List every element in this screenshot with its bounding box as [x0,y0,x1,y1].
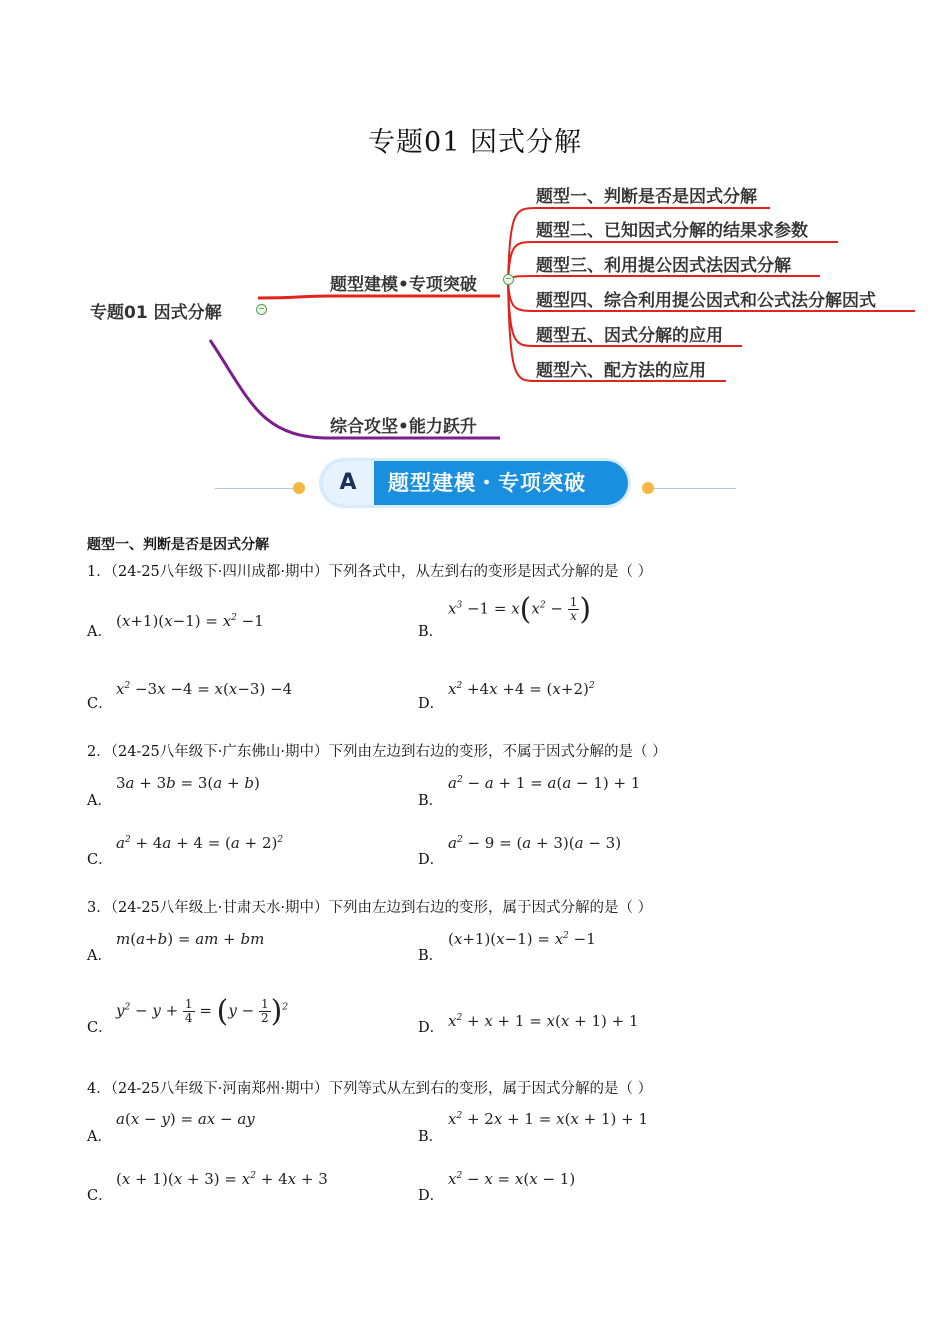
option-label: B． [418,624,444,640]
option-label: C． [87,696,113,712]
option-label: C． [87,1188,113,1204]
mind-map-branch-1: 题型建模•专项突破 [330,275,477,295]
option-formula: a(x − y) = ax − ay [116,1110,255,1128]
option-label: A． [87,624,112,640]
mind-map-leaf: 题型三、利用提公因式法因式分解 [536,256,791,276]
mind-map-branch-2: 综合攻坚•能力跃升 [330,417,477,437]
mind-map-leaf: 题型二、已知因式分解的结果求参数 [536,221,808,241]
divider [646,488,736,489]
option-formula: 3a + 3b = 3(a + b) [116,774,260,792]
page-title: 专题01 因式分解 [368,127,582,158]
option-label: A． [87,1129,112,1145]
collapse-icon[interactable]: − [503,274,514,285]
option-formula: $x^2 +4x +4 = (x+2)^2$ [448,680,595,698]
option-formula: $a^2 + 4a + 4 = (a + 2)^2$ [116,834,284,852]
option-formula: $x^2 + x + 1 = x(x + 1) + 1$ [448,1012,639,1030]
option-label: C． [87,852,113,868]
option-label: B． [418,793,444,809]
option-label: D． [418,1188,445,1204]
option-label: C． [87,1020,113,1036]
option-formula: m(a+b) = am + bm [116,930,265,948]
question-stem: 3．（24-25八年级上·甘肃天水·期中）下列由左边到右边的变形，属于因式分解的是（ ） [87,900,653,916]
question-stem: 4．（24-25八年级下·河南郑州·期中）下列等式从左到右的变形，属于因式分解的是（ ） [87,1081,653,1097]
option-formula: $a^2 - a + 1 = a(a - 1) + 1$ [448,774,641,792]
option-formula: $x^3 -1 = x(x^2$ − $\frac{1}{x}$ ) [448,592,592,627]
option-formula: $a^2 - 9 = (a + 3)(a - 3)$ [448,834,622,852]
collapse-icon[interactable]: − [256,304,267,315]
divider [215,488,305,489]
option-formula: $(x+1)(x-1) = x^2 -1$ [116,612,264,630]
option-formula: $x^2 - x = x(x - 1)$ [448,1170,576,1188]
option-label: B． [418,1129,444,1145]
section-heading: 题型一、判断是否是因式分解 [87,537,269,553]
option-formula: $x^2 + 2x + 1 = x(x + 1) + 1$ [448,1110,649,1128]
option-label: D． [418,852,445,868]
decor-dot [293,482,305,494]
mind-map-leaf: 题型四、综合利用提公因式和公式法分解因式 [536,291,876,311]
mind-map-root: 专题01 因式分解 [90,303,222,323]
mind-map-leaf: 题型六、配方法的应用 [536,361,706,381]
decor-dot [642,482,654,494]
banner-letter: A [322,461,374,505]
option-label: D． [418,1020,445,1036]
option-formula: $x^2 -3x -4 = x(x-3) -4$ [116,680,293,698]
banner-title: 题型建模・专项突破 [388,471,586,495]
mind-map [0,170,950,450]
option-label: D． [418,696,445,712]
option-label: B． [418,948,444,964]
mind-map-leaf: 题型五、因式分解的应用 [536,326,723,346]
option-formula: $(x+1)(x-1) = x^2 -1$ [448,930,596,948]
option-label: A． [87,948,112,964]
section-banner [322,461,628,505]
question-stem: 2．（24-25八年级下·广东佛山·期中）下列由左边到右边的变形，不属于因式分解的是（ ） [87,744,667,760]
mind-map-leaf: 题型一、判断是否是因式分解 [536,187,757,207]
question-stem: 1．（24-25八年级下·四川成都·期中）下列各式中，从左到右的变形是因式分解的是（ ） [87,564,653,580]
option-formula: $y^2 - y$ + $\frac{1}{4}$ = (y − $\frac{1}{2}$ )$^2$ [116,994,289,1029]
option-label: A． [87,793,112,809]
option-formula: $(x + 1)(x + 3) = x^2 + 4x + 3$ [116,1170,328,1188]
